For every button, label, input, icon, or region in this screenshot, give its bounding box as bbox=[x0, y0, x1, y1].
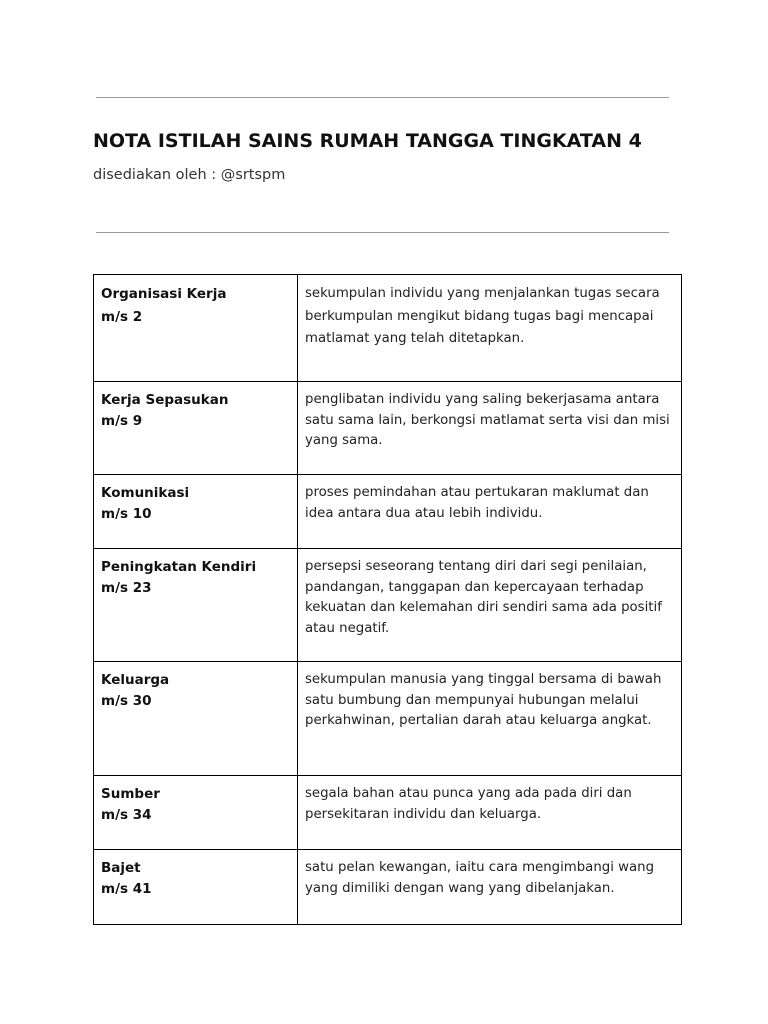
page-subtitle: disediakan oleh : @srtspm bbox=[93, 167, 286, 183]
table-row bbox=[94, 475, 682, 549]
definition-cell bbox=[298, 275, 682, 382]
term-cell bbox=[94, 475, 298, 549]
term-definition: penglibatan individu yang saling bekerjasama antara satu sama lain, berkongsi matlamat serta visi dan misi yang sama. bbox=[305, 392, 670, 448]
term-definition: sekumpulan manusia yang tinggal bersama di bawah satu bumbung dan mempunyai hubungan melalui perkahwinan, pertalian darah atau keluarga angkat. bbox=[305, 672, 662, 728]
definition-cell bbox=[298, 475, 682, 549]
bottom-divider bbox=[96, 232, 669, 233]
term-page: m/s 10 bbox=[101, 505, 152, 522]
table-row bbox=[94, 850, 682, 925]
term-page: m/s 30 bbox=[101, 692, 152, 709]
table-row bbox=[94, 382, 682, 475]
term-page: m/s 9 bbox=[101, 412, 143, 429]
term-name: Keluarga bbox=[101, 672, 170, 688]
term-name: Kerja Sepasukan bbox=[101, 392, 229, 408]
term-page: m/s 34 bbox=[101, 806, 152, 823]
term-cell bbox=[94, 275, 298, 382]
term-name: Bajet bbox=[101, 860, 141, 876]
term-cell bbox=[94, 662, 298, 776]
table-row bbox=[94, 275, 682, 382]
term-name: Peningkatan Kendiri bbox=[101, 559, 257, 575]
table-row bbox=[94, 776, 682, 850]
page-title: NOTA ISTILAH SAINS RUMAH TANGGA TINGKATAN 4 bbox=[93, 130, 642, 152]
definition-cell bbox=[298, 382, 682, 475]
term-cell bbox=[94, 776, 298, 850]
term-cell bbox=[94, 382, 298, 475]
term-definition: sekumpulan individu yang menjalankan tugas secara berkumpulan mengikut bidang tugas bagi mencapai matlamat yang telah ditetapkan. bbox=[305, 286, 660, 346]
term-page: m/s 23 bbox=[101, 579, 152, 596]
definition-cell bbox=[298, 776, 682, 850]
table-row bbox=[94, 662, 682, 776]
term-name: Sumber bbox=[101, 786, 160, 802]
term-name: Komunikasi bbox=[101, 485, 190, 501]
definition-cell bbox=[298, 662, 682, 776]
term-definition: satu pelan kewangan, iaitu cara mengimbangi wang yang dimiliki dengan wang yang dibelanjakan. bbox=[305, 860, 655, 896]
definition-cell bbox=[298, 850, 682, 925]
definition-cell bbox=[298, 549, 682, 662]
terms-table bbox=[93, 274, 682, 925]
term-page: m/s 2 bbox=[101, 308, 143, 325]
term-cell bbox=[94, 549, 298, 662]
term-definition: segala bahan atau punca yang ada pada diri dan persekitaran individu dan keluarga. bbox=[305, 786, 632, 822]
term-definition: proses pemindahan atau pertukaran maklumat dan idea antara dua atau lebih individu. bbox=[305, 485, 649, 521]
term-cell bbox=[94, 850, 298, 925]
term-definition: persepsi seseorang tentang diri dari segi penilaian, pandangan, tanggapan dan kepercayaan terhadap kekuatan dan kelemahan diri sendiri sama ada positif atau negatif. bbox=[305, 559, 662, 636]
table-row bbox=[94, 549, 682, 662]
term-page: m/s 41 bbox=[101, 880, 152, 897]
term-name: Organisasi Kerja bbox=[101, 286, 227, 302]
top-divider bbox=[96, 97, 669, 98]
